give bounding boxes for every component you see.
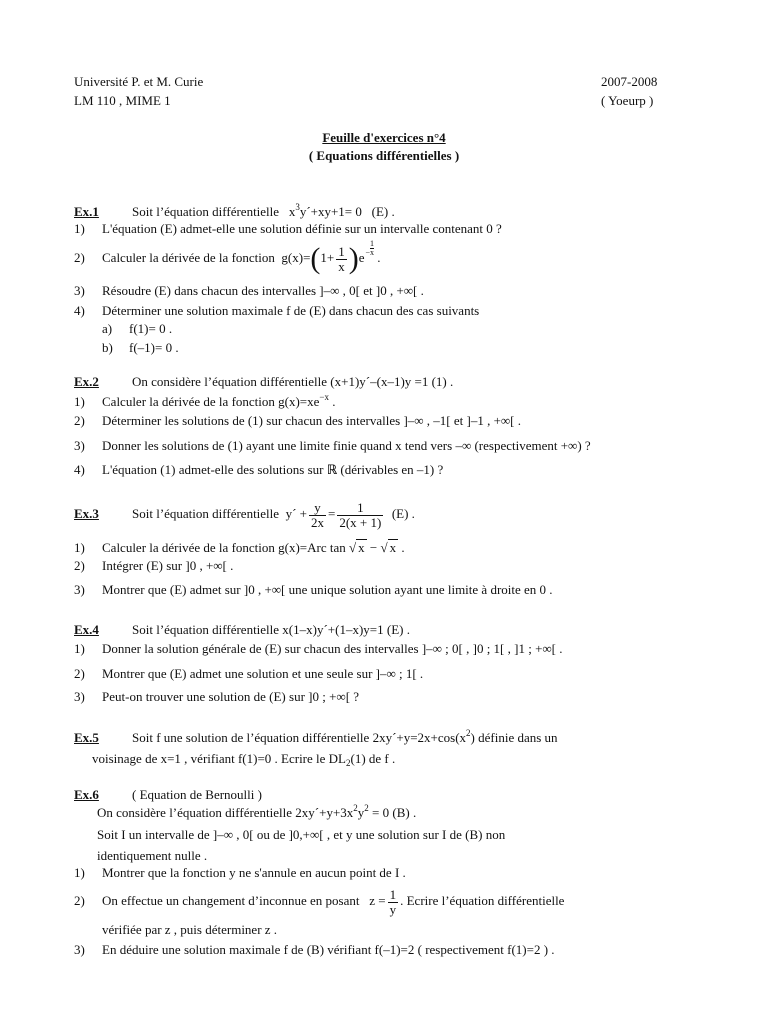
ex2-q1-num: 1) [74,394,85,409]
ex6-line1: On considère l’équation différentielle $2xy´+y+3x^2y^2 = 0$ (B) . [97,803,417,820]
ex4-q3: Peut-on trouver une solution de (E) sur ]0 ; +∞[ ? [102,689,360,704]
ex1-q2-frac: $\frac{1}{x}$ [338,243,345,274]
ex1-qa: f(1)= 0 . [129,321,173,336]
ex1-intro [132,204,395,221]
ex3-q3: Montrer que (E) admet sur ]0 , +∞[ une unique solution ayant une limite à droite en 0 . [102,582,553,597]
ex1-eq-tag: (E) . [371,204,395,219]
ex1-q4: Déterminer une solution maximale f de (E) dans chacun des cas suivants [102,303,480,318]
ex2-intro: On considère l’équation différentielle (x+1)y´–(x–1)y =1 (1) . [132,374,454,389]
ex6-line3: identiquement nulle . [97,848,208,863]
ex1-qb-num: b) [102,340,113,355]
ex2-label: Ex.2 [74,374,99,389]
ex4-label: Ex.4 [74,622,99,637]
ex1-q2: Calculer la dérivée de la fonction g(x)=(1+ $\frac{1}{x}$ )e− $\frac{1}{x}$ . [102,239,381,276]
ex6-q3: En déduire une solution maximale f de (B) vérifiant f(–1)=2 ( respectivement f(1)=2 ) . [102,942,555,957]
ex1-q2-g: g(x)= [281,250,311,265]
ex1-q3: Résoudre (E) dans chacun des intervalles ]–∞ , 0[ et ]0 , +∞[ . [102,283,424,298]
ex1-intro-text: Soit l’équation différentielle [132,204,280,219]
ex2-q2: Déterminer les solutions de (1) sur chacun des intervalles ]–∞ , –1[ et ]–1 , +∞[ . [102,413,522,428]
ex1-label: Ex.1 [74,204,99,219]
page-subtitle: ( Equations différentielles ) [308,148,460,163]
ex2-q2-num: 2) [74,413,85,428]
ex6-q2-num: 2) [74,893,85,908]
ex1-q3-num: 3) [74,283,85,298]
academic-year: 2007-2008 [601,74,658,89]
ex6-q1-num: 1) [74,865,85,880]
ex3-q2-num: 2) [74,558,85,573]
ex5-line2: voisinage de x=1 , vérifiant f(1)=0 . Ecrire le $DL_2(1)$ de f . [92,751,396,768]
ex1-q1-num: 1) [74,221,85,236]
ex3-frac2: $\frac{1}{2(x + 1)}$ [339,499,382,530]
ex3-intro: Soit l’équation différentielle y´ + $\frac{y}{2x}$ = $\frac{1}{2(x + 1)}$ (E) . [132,499,415,530]
ex2-q3: Donner les solutions de (1) ayant une limite finie quand x tend vers –∞ (respectivement +∞) ? [102,438,591,453]
ex2-q4: L'équation (1) admet-elle des solutions sur ℝ (dérivables en –1) ? [102,462,444,478]
ex4-q1: Donner la solution générale de (E) sur chacun des intervalles ]–∞ ; 0[ , ]0 ; 1[ , ]1 ; +∞[ . [102,641,563,656]
ex6-q3-num: 3) [74,942,85,957]
ex2-q3-num: 3) [74,438,85,453]
ex4-q2-num: 2) [74,666,85,681]
ex3-q2: Intégrer (E) sur ]0 , +∞[ . [102,558,234,573]
ex1-eq: $x^3y´+xy+1= 0$ [288,202,362,219]
ex4-intro: Soit l’équation différentielle x(1–x)y´+(1–x)y=1 (E) . [132,622,410,637]
ex2-q4-num: 4) [74,462,85,477]
ex6-title: ( Equation de Bernoulli ) [132,787,262,802]
ex3-label: Ex.3 [74,506,99,521]
university-name: Université P. et M. Curie [74,74,204,89]
ex6-q2: On effectue un changement d’inconnue en posant z = $\frac{1}{y}$ . Ecrire l’équation différentielle [102,886,565,917]
ex4-q2: Montrer que (E) admet une solution et une seule sur ]–∞ ; 1[ . [102,666,424,681]
ex3-q3-num: 3) [74,582,85,597]
ex2-q1: Calculer la dérivée de la fonction $g(x)=xe^{-x}$ . [102,392,336,409]
ex1-q4-num: 4) [74,303,85,318]
ex5-label: Ex.5 [74,730,99,745]
course-code: LM 110 , MIME 1 [74,93,171,108]
ex1-qb: f(–1)= 0 . [129,340,179,355]
ex6-q2-frac: $\frac{1}{y}$ [389,886,397,917]
ex4-q1-num: 1) [74,641,85,656]
ex5-intro: Soit f une solution de l’équation différentielle $2xy´+y=2x+\cos(x^2)$ définie dans un [132,728,558,745]
ex1-q2-exponent: − $\frac{1}{x}$ [365,239,375,257]
real-numbers-symbol: ℝ [326,463,338,478]
ex3-frac1: $\frac{y}{2x}$ [310,499,324,530]
ex6-q1: Montrer que la fonction y ne s'annule en aucun point de I . [102,865,406,880]
ex4-q3-num: 3) [74,689,85,704]
ex6-label: Ex.6 [74,787,99,802]
ex1-q2-text: Calculer la dérivée de la fonction [102,250,275,265]
ex6-q2-line2: vérifiée par z , puis déterminer z . [102,922,278,937]
ex3-q1: Calculer la dérivée de la fonction g(x)=Arc tan √ x − √ x . [102,540,405,555]
ex1-q2-num: 2) [74,250,85,265]
ex1-q1: L'équation (E) admet-elle une solution définie sur un intervalle contenant 0 ? [102,221,502,236]
ex3-q1-num: 1) [74,540,85,555]
author-name: ( Yoeurp ) [601,93,654,108]
ex6-line2: Soit I un intervalle de ]–∞ , 0[ ou de ]0,+∞[ , et y une solution sur I de (B) non [97,827,506,842]
page-title: Feuille d'exercices n°4 [322,130,446,145]
ex1-qa-num: a) [102,321,113,336]
